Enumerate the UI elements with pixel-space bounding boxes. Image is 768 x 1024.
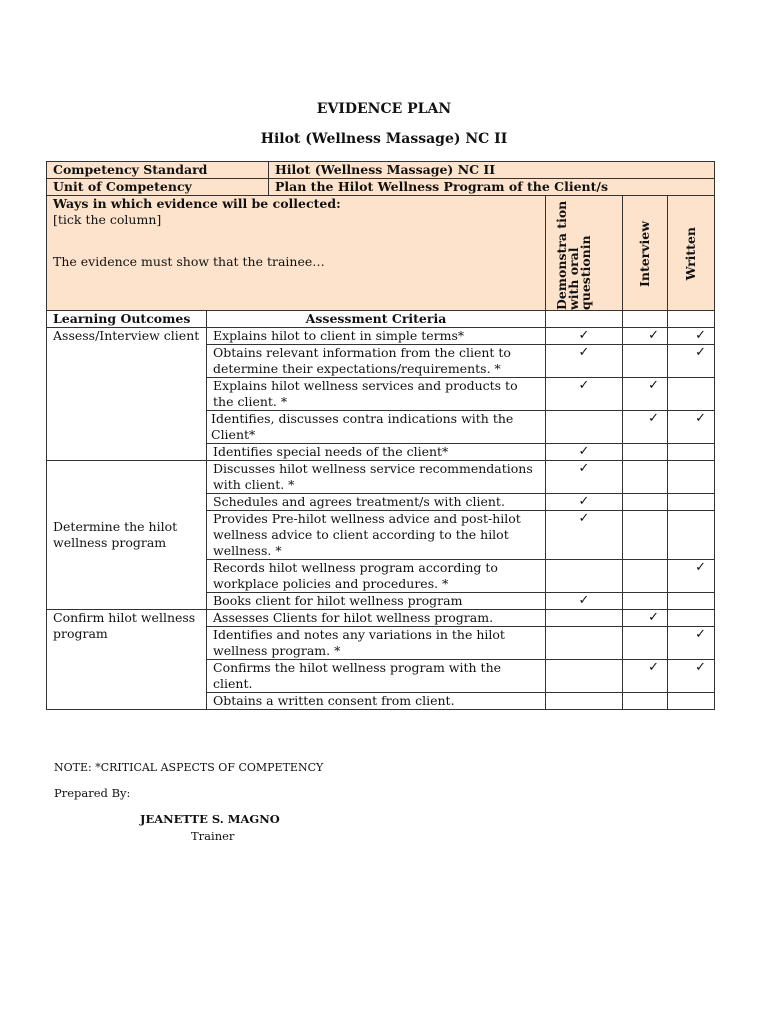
demo-check-cell <box>546 345 623 378</box>
check-mark-icon: ✓ <box>695 627 706 642</box>
assessment-criterion: Identifies special needs of the client* <box>207 444 546 461</box>
blank-cell <box>668 311 715 328</box>
evidence-plan-table <box>46 161 715 710</box>
method-demonstration-header <box>546 196 623 311</box>
document-subtitle: Hilot (Wellness Massage) NC II <box>260 131 508 147</box>
written-check-cell <box>668 328 715 345</box>
demo-check-cell <box>546 593 623 610</box>
check-mark-icon: ✓ <box>578 461 590 476</box>
competency-standard-label: Competency Standard <box>47 162 269 179</box>
written-check-cell <box>668 593 715 610</box>
assessment-criterion: Discusses hilot wellness service recommendations with client. * <box>207 461 546 494</box>
ways-heading: Ways in which evidence will be collected: <box>53 196 341 211</box>
check-mark-icon: ✓ <box>648 411 659 426</box>
interview-check-cell <box>623 345 668 378</box>
written-check-cell <box>668 560 715 593</box>
preparer-name: JEANETTE S. MAGNO <box>140 812 280 826</box>
demo-check-cell <box>546 660 623 693</box>
criteria-row <box>47 610 715 627</box>
unit-of-competency-label: Unit of Competency <box>47 179 269 196</box>
check-mark-icon: ✓ <box>578 511 590 526</box>
blank-cell <box>623 311 668 328</box>
criteria-row <box>47 328 715 345</box>
assessment-criterion: Books client for hilot wellness program <box>207 593 546 610</box>
demo-check-cell <box>546 627 623 660</box>
written-check-cell <box>668 660 715 693</box>
learning-outcomes-header: Learning Outcomes <box>47 311 207 328</box>
method-interview-header <box>623 196 668 311</box>
written-check-cell <box>668 345 715 378</box>
written-check-cell <box>668 444 715 461</box>
column-header-row <box>47 311 715 328</box>
check-mark-icon: ✓ <box>578 345 590 360</box>
assessment-criterion: Obtains relevant information from the client to determine their expectations/requirements. * <box>207 345 546 378</box>
check-mark-icon: ✓ <box>695 560 706 575</box>
interview-check-cell <box>623 328 668 345</box>
method-interview-label: Interview <box>637 221 652 287</box>
demo-check-cell <box>546 411 623 444</box>
check-mark-icon: ✓ <box>578 444 590 459</box>
document-title: EVIDENCE PLAN <box>316 101 452 117</box>
written-check-cell <box>668 411 715 444</box>
written-check-cell <box>668 494 715 511</box>
check-mark-icon: ✓ <box>648 378 659 393</box>
method-written-header <box>668 196 715 311</box>
check-mark-icon: ✓ <box>648 660 659 675</box>
competency-standard-value: Hilot (Wellness Massage) NC II <box>269 162 715 179</box>
check-mark-icon: ✓ <box>695 345 706 360</box>
written-check-cell <box>668 511 715 560</box>
interview-check-cell <box>623 461 668 494</box>
assessment-criterion: Confirms the hilot wellness program with the client. <box>207 660 546 693</box>
assessment-criterion: Provides Pre-hilot wellness advice and post-hilot wellness advice to client according to the hilot wellness. * <box>207 511 546 560</box>
competency-standard-row <box>47 162 715 179</box>
check-mark-icon: ✓ <box>578 378 590 393</box>
prepared-by-label: Prepared By: <box>54 786 131 800</box>
blank-cell <box>546 311 623 328</box>
learning-outcome-cell: Determine the hilot wellness program <box>47 461 207 610</box>
interview-check-cell <box>623 444 668 461</box>
interview-check-cell <box>623 593 668 610</box>
interview-check-cell <box>623 560 668 593</box>
learning-outcome-cell: Confirm hilot wellness program <box>47 610 207 710</box>
written-check-cell <box>668 627 715 660</box>
interview-check-cell <box>623 378 668 411</box>
method-written-label: Written <box>683 227 698 281</box>
assessment-criterion: Identifies and notes any variations in the hilot wellness program. * <box>207 627 546 660</box>
check-mark-icon: ✓ <box>578 328 590 343</box>
learning-outcome-cell: Assess/Interview client <box>47 328 207 461</box>
evidence-instructions <box>47 196 546 311</box>
critical-aspects-note: NOTE: *CRITICAL ASPECTS OF COMPETENCY <box>54 761 324 774</box>
assessment-criterion: Assesses Clients for hilot wellness program. <box>207 610 546 627</box>
interview-check-cell <box>623 494 668 511</box>
interview-check-cell <box>623 610 668 627</box>
demo-check-cell <box>546 461 623 494</box>
interview-check-cell <box>623 660 668 693</box>
preparer-role: Trainer <box>191 829 235 843</box>
written-check-cell <box>668 610 715 627</box>
unit-of-competency-value: Plan the Hilot Wellness Program of the Client/s <box>269 179 715 196</box>
check-mark-icon: ✓ <box>695 411 706 426</box>
written-check-cell <box>668 378 715 411</box>
demo-check-cell <box>546 610 623 627</box>
interview-check-cell <box>623 511 668 560</box>
demo-check-cell <box>546 494 623 511</box>
interview-check-cell <box>623 627 668 660</box>
assessment-criterion: Records hilot wellness program according to workplace policies and procedures. * <box>207 560 546 593</box>
unit-of-competency-row <box>47 179 715 196</box>
demo-check-cell <box>546 511 623 560</box>
evidence-methods-row <box>47 196 715 311</box>
tick-note: [tick the column] <box>53 212 162 227</box>
demo-check-cell <box>546 444 623 461</box>
check-mark-icon: ✓ <box>578 593 590 608</box>
evidence-note: The evidence must show that the trainee… <box>53 254 325 269</box>
demo-check-cell <box>546 560 623 593</box>
written-check-cell <box>668 693 715 710</box>
assessment-criteria-header: Assessment Criteria <box>207 311 546 328</box>
interview-check-cell <box>623 411 668 444</box>
demo-check-cell <box>546 378 623 411</box>
check-mark-icon: ✓ <box>648 610 659 625</box>
check-mark-icon: ✓ <box>695 660 706 675</box>
demo-check-cell <box>546 693 623 710</box>
assessment-criterion: Obtains a written consent from client. <box>207 693 546 710</box>
written-check-cell <box>668 461 715 494</box>
check-mark-icon: ✓ <box>695 328 706 343</box>
assessment-criterion: Explains hilot wellness services and products to the client. * <box>207 378 546 411</box>
method-demonstration-label: Demonstra tion with oral questionin <box>554 200 593 310</box>
assessment-criterion: Schedules and agrees treatment/s with client. <box>207 494 546 511</box>
demo-check-cell <box>546 328 623 345</box>
assessment-criterion: Identifies, discusses contra indications with the Client* <box>207 411 546 444</box>
interview-check-cell <box>623 693 668 710</box>
check-mark-icon: ✓ <box>578 494 590 509</box>
criteria-row <box>47 461 715 494</box>
assessment-criterion: Explains hilot to client in simple terms* <box>207 328 546 345</box>
check-mark-icon: ✓ <box>648 328 659 343</box>
